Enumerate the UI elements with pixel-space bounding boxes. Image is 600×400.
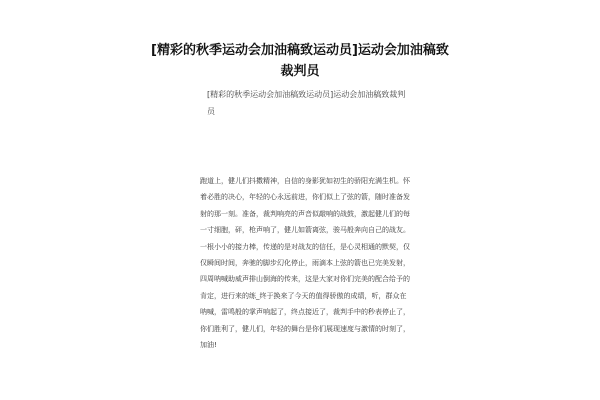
document-subtitle: [精彩的秋季运动会加油稿致运动员]运动会加油稿致裁判员	[207, 90, 406, 116]
document-body	[200, 173, 410, 353]
document-title: [精彩的秋季运动会加油稿致运动员]运动会加油稿致裁判员	[151, 43, 449, 79]
body-paragraph: 跑道上，健儿们抖擞精神，自信的身影犹如初生的骄阳充满生机。怀着必胜的决心，年轻的心永远前进，你们似上了弦的箭，随时准备发射的那一刻。准备，裁判响亮的声音似敲响的战鼓，激起健儿们的每一寸细胞，砰，枪声响了，健儿如箭离弦，骏马般奔向自己的战友。一根小小的接力棒，传递的是对战友的信任，是心灵相通的默契，仅仅瞬间时间，奔驰的脚步幻化停止，雨滴本上弦的箭也已完美发射，四周呐喊助威声排山倒海的传来，这是大家对你们完美的配合给予的肯定，进行来的练_终于换来了今天的值得骄傲的成绩，听，群众在呐喊，雷鸣般的掌声响起了，终点接近了，裁判手中的秒表停止了，你们胜利了，健儿们，年轻的舞台是你们展现速度与激情的时刻了，加油!	[200, 177, 410, 350]
